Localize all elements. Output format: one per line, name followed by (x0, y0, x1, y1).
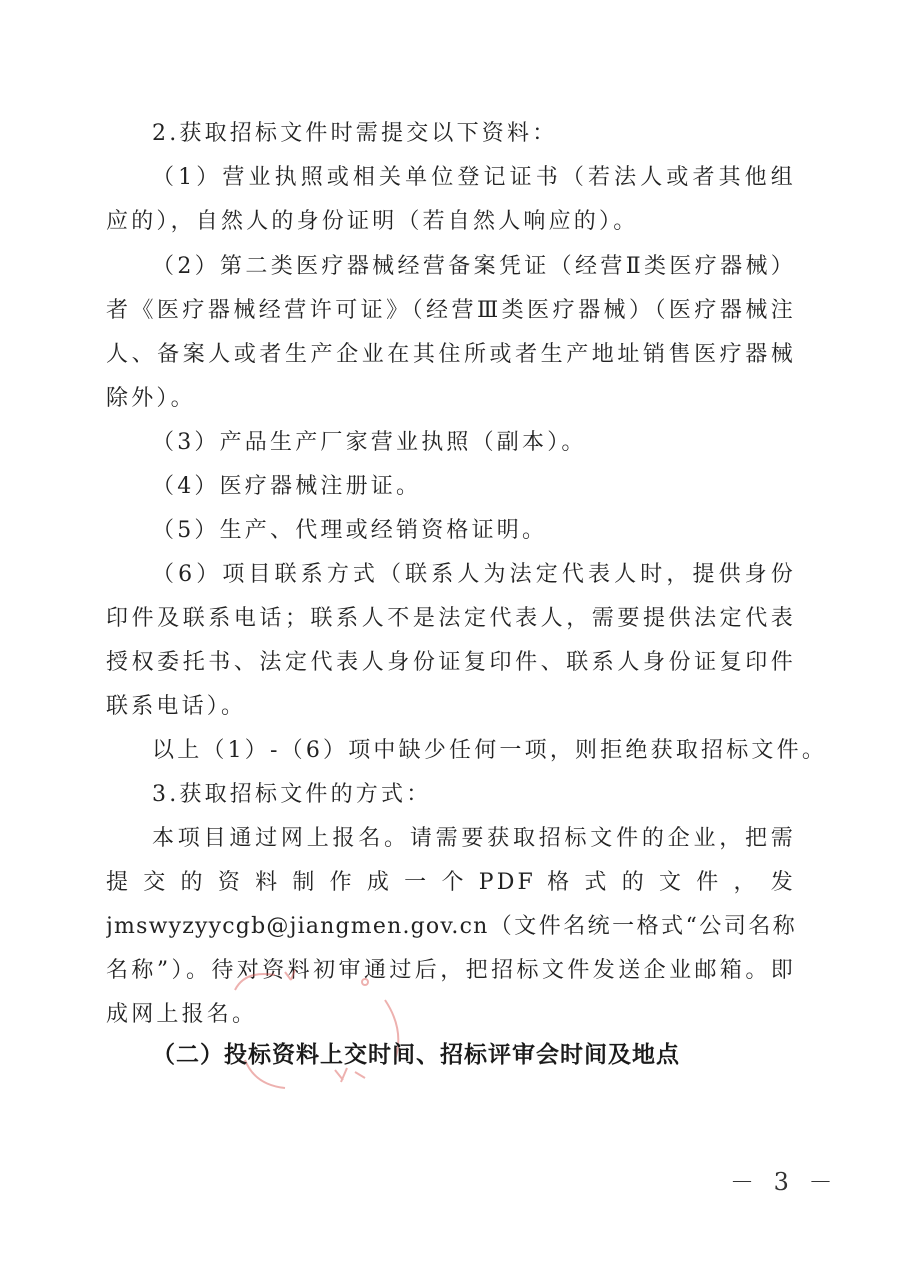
paragraph-line: 本项目通过网上报名。请需要获取招标文件的企业，把需 (152, 826, 796, 851)
paragraph-line: 人、备案人或者生产企业在其住所或者生产地址销售医疗器械 (106, 342, 796, 367)
paragraph-line: 者《医疗器械经营许可证》（经营Ⅲ类医疗器械）（医疗器械注 (106, 298, 796, 323)
paragraph-line: （1）营业执照或相关单位登记证书（若法人或者其他组 (152, 165, 796, 190)
paragraph-line: 提 交 的 资 料 制 作 成 一 个 PDF 格 式 的 文 件 ， 发 (106, 870, 796, 895)
paragraph-line: （2）第二类医疗器械经营备案凭证（经营Ⅱ类医疗器械） (152, 254, 796, 279)
paragraph-line: （5）生产、代理或经销资格证明。 (152, 518, 548, 543)
paragraph-line: （3）产品生产厂家营业执照（副本）。 (152, 430, 587, 455)
paragraph-line: 应的），自然人的身份证明（若自然人响应的）。 (106, 209, 639, 234)
paragraph-item-2: 2.获取招标文件时需提交以下资料： (152, 121, 558, 146)
paragraph-line: 名称”）。待对资料初审通过后，把招标文件发送企业邮箱。即 (106, 958, 796, 983)
paragraph-line: 以上（1）-（6）项中缺少任何一项，则拒绝获取招标文件。 (152, 738, 828, 763)
paragraph-line: （6）项目联系方式（联系人为法定代表人时，提供身份 (152, 562, 796, 587)
paragraph-line: 联系电话）。 (106, 694, 247, 719)
paragraph-line: 授权委托书、法定代表人身份证复印件、联系人身份证复印件 (106, 650, 796, 675)
paragraph-line: （4）医疗器械注册证。 (152, 474, 422, 499)
page-number: － 3 － (730, 1168, 839, 1196)
section-heading: （二）投标资料上交时间、招标评审会时间及地点 (152, 1042, 680, 1068)
paragraph-line: 印件及联系电话；联系人不是法定代表人，需要提供法定代表 (106, 606, 796, 631)
paragraph-line: 除外）。 (106, 386, 196, 411)
paragraph-line: 成网上报名。 (106, 1002, 258, 1027)
seal-stamp-icon (215, 960, 425, 1100)
paragraph-line-email: jmswyzyycgb@jiangmen.gov.cn（文件名统一格式“公司名称 (106, 914, 796, 939)
paragraph-item-3: 3.获取招标文件的方式： (152, 782, 432, 807)
